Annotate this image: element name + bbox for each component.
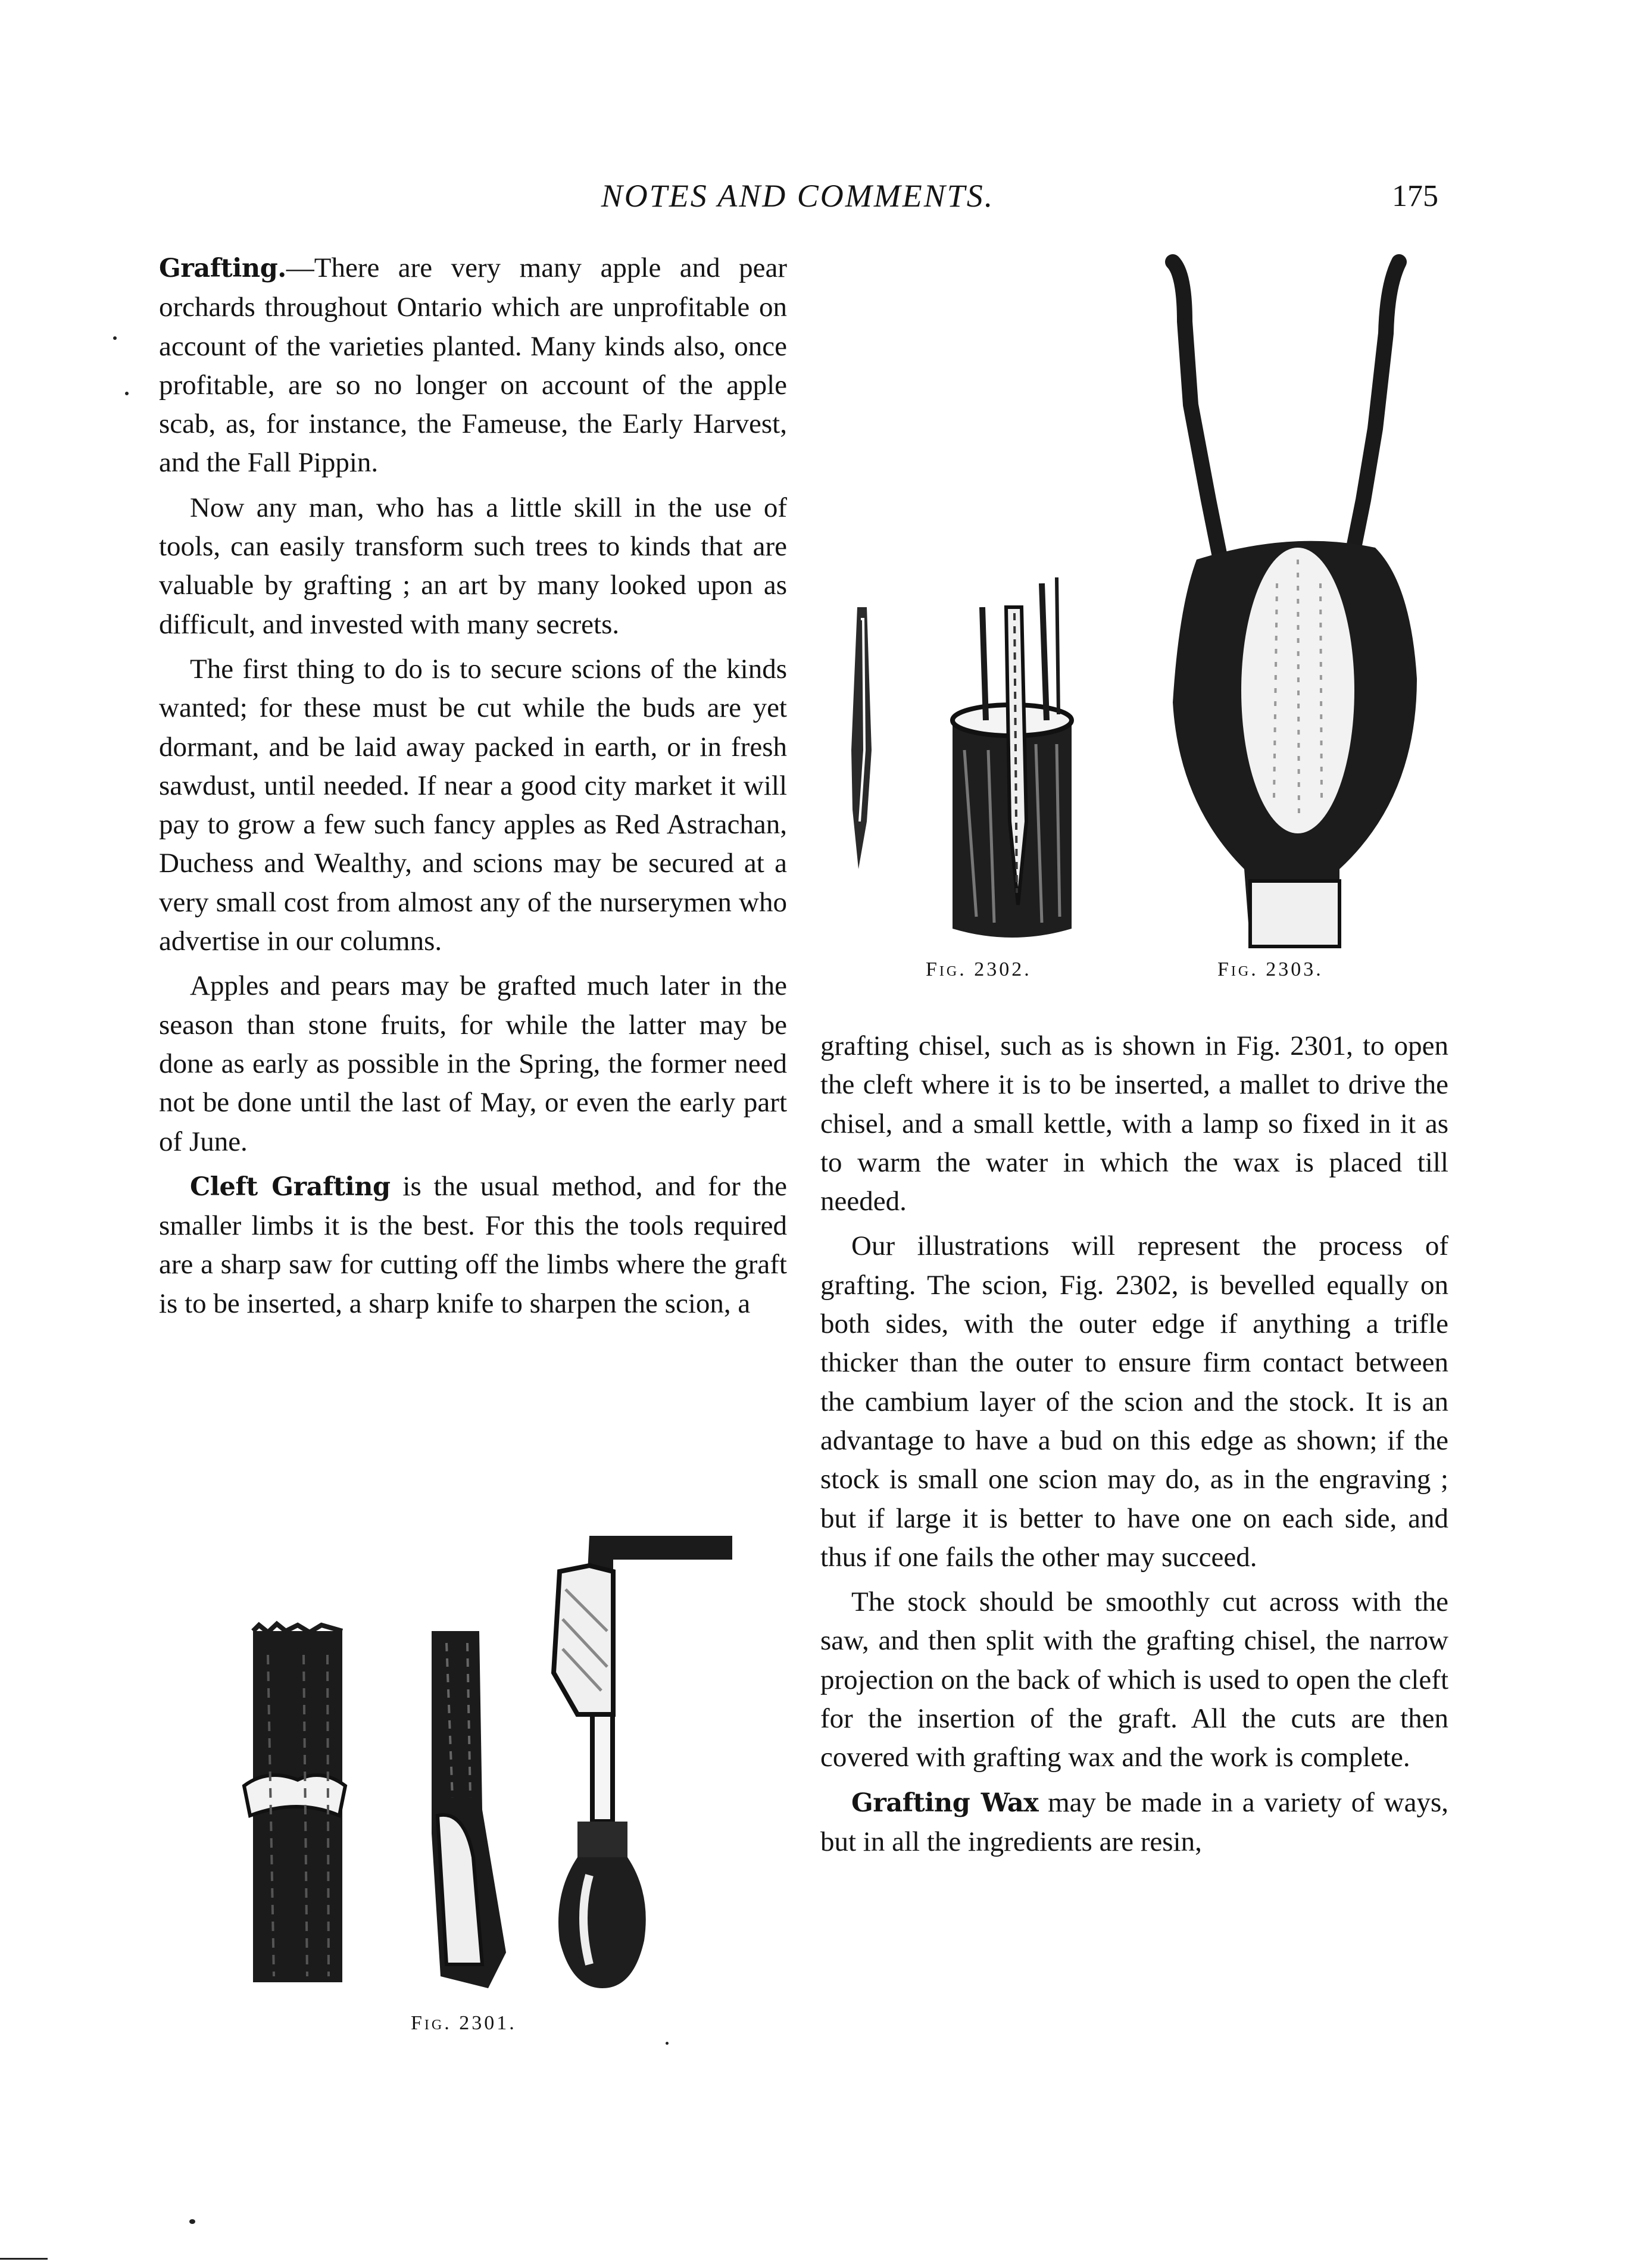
page-number: 175 bbox=[1392, 179, 1438, 213]
figure-2301-illustration bbox=[196, 1536, 762, 1988]
figure-2301-caption: Fig. 2301. bbox=[411, 2012, 517, 2034]
running-header: NOTES AND COMMENTS. bbox=[601, 178, 995, 214]
paragraph-grafting bbox=[159, 249, 787, 483]
paragraph-text: is the usual method, and for the smaller limbs it is the best. For this the tools required are a sharp saw for cutting off the limbs where the graft is to be inserted, a sharp knife to sharpen the scion, a bbox=[159, 1170, 787, 1319]
print-speck bbox=[0, 2258, 48, 2260]
figure-2302-caption: Fig. 2302. bbox=[926, 958, 1032, 980]
run-in-heading-cleft-grafting: Cleft Grafting bbox=[190, 1172, 391, 1202]
run-in-heading-grafting-wax: Grafting Wax bbox=[851, 1788, 1039, 1818]
right-column bbox=[820, 1027, 1448, 1867]
paragraph: Apples and pears may be grafted much later in the season than stone fruits, for while the latter may be done as early as possible in the Spring, the former need not be done until the last of May, or even the early part of June. bbox=[159, 970, 787, 1157]
figure-2303-illustration bbox=[1161, 250, 1435, 952]
paragraph-cleft-grafting bbox=[159, 1167, 787, 1323]
print-speck bbox=[189, 2219, 195, 2224]
paragraph-grafting-wax bbox=[820, 1783, 1448, 1862]
figure-2303-caption: Fig. 2303. bbox=[1217, 958, 1323, 980]
paragraph: The first thing to do is to secure scions of the kinds wanted; for these must be cut while the buds are yet dormant, and be laid away packed in earth, or in fresh sawdust, until needed. If near a good city market it will pay to grow a few such fancy apples as Red Astrachan, Duchess and Wealthy, and scions may be secured at a very small cost from almost any of the nurserymen who advertise in our columns. bbox=[159, 653, 787, 957]
paragraph: Now any man, who has a little skill in the use of tools, can easily transform such trees to kinds that are valuable by grafting ; an art by many looked upon as difficult, and invested with many secrets. bbox=[159, 492, 787, 640]
paragraph: The stock should be smoothly cut across with the saw, and then split with the grafting chisel, the narrow projection on the back of which is used to open the cleft for the insertion of the graft. All the cuts are then covered with grafting wax and the work is complete. bbox=[820, 1586, 1448, 1773]
paragraph-text: may be made in a variety of ways, but in all the ingredients are resin, bbox=[820, 1786, 1448, 1857]
print-speck bbox=[666, 2042, 669, 2045]
figure-2302-illustration bbox=[845, 571, 1119, 941]
print-speck bbox=[113, 336, 117, 340]
paragraph: Our illustrations will represent the process of grafting. The scion, Fig. 2302, is bevelled equally on both sides, with the outer edge if anything a trifle thicker than the outer to ensure firm contact between the cambium layer of the scion and the stock. It is an advantage to have a bud on this edge as shown; if the stock is small one scion may do, as in the engraving ; but if large it is better to have one on each side, and thus if one fails the other may succeed. bbox=[820, 1230, 1448, 1573]
run-in-heading-grafting: Grafting. bbox=[159, 254, 286, 283]
paragraph: grafting chisel, such as is shown in Fig. 2301, to open the cleft where it is to be inserted, a mallet to drive the chisel, and a small kettle, with a lamp so fixed in it as to warm the water in which the wax is placed till needed. bbox=[820, 1030, 1448, 1217]
print-speck bbox=[125, 392, 129, 395]
paragraph-text: —There are very many apple and pear orchards throughout Ontario which are unprofitable on account of the varieties planted. Many kinds also, once profitable, are so no longer on account of the apple scab, as, for instance, the Fameuse, the Early Harvest, and the Fall Pippin. bbox=[159, 252, 787, 479]
left-column bbox=[159, 249, 787, 1329]
